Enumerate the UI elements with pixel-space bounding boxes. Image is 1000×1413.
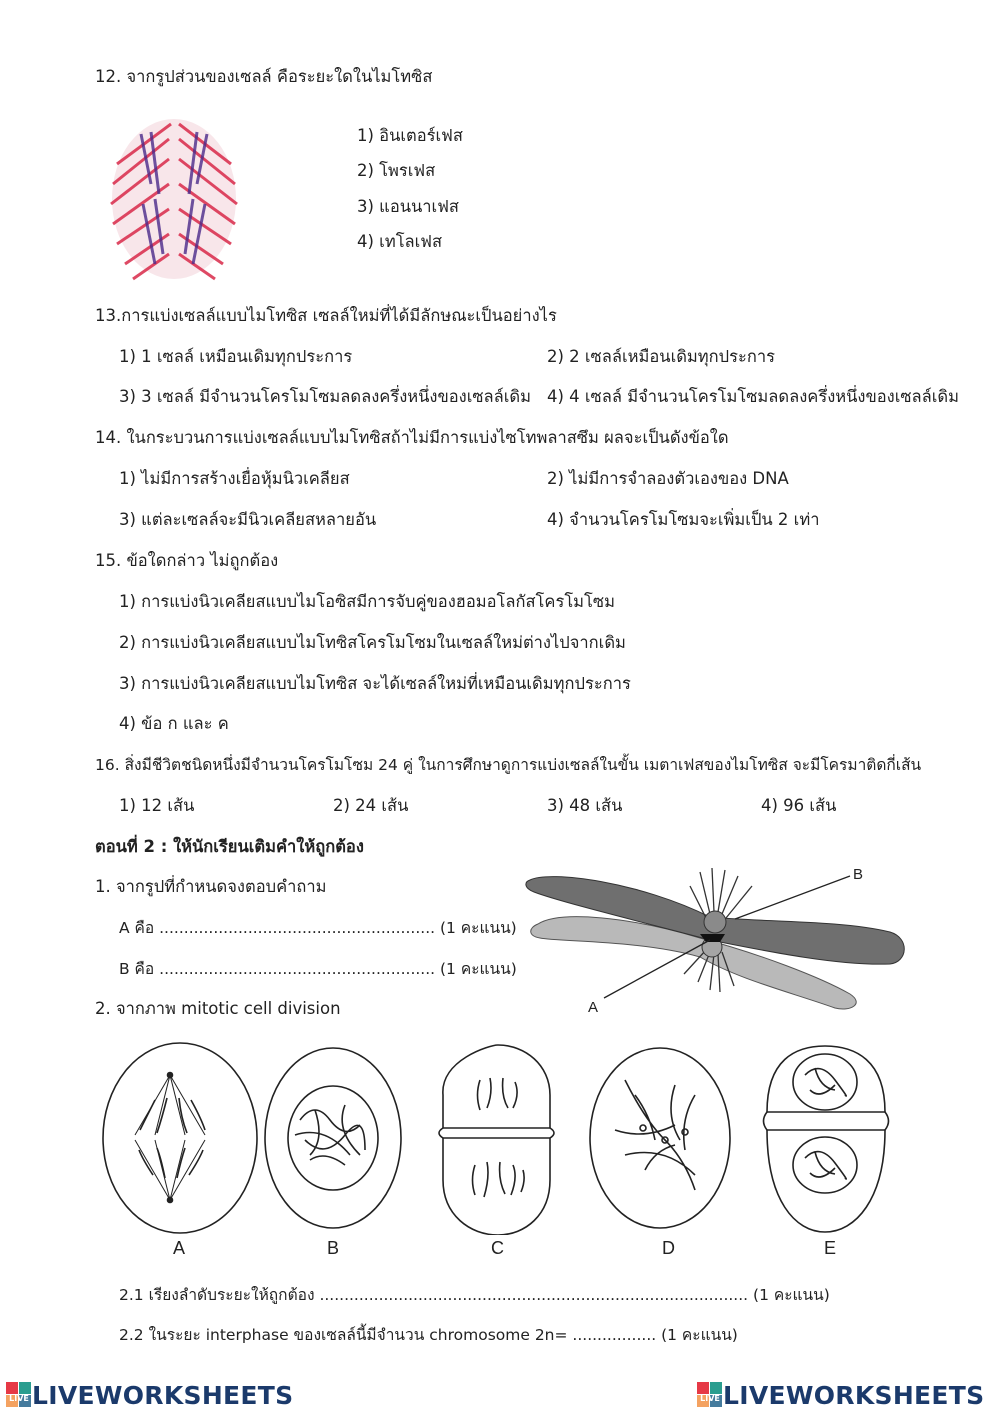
liveworksheets-logo-left bbox=[6, 1381, 293, 1409]
q15-option-2: 2) การแบ่งนิวเคลียสแบบไมโทซิสโครโมโซมในเซลล์ใหม่ต่างไปจากเดิม bbox=[119, 633, 626, 652]
q12-option-4: 4) เทโลเฟส bbox=[357, 232, 443, 251]
chromosome-figure bbox=[520, 862, 910, 1017]
part2-heading: ตอนที่ 2 : ให้นักเรียนเติมคำให้ถูกต้อง bbox=[95, 837, 364, 856]
q12-option-2: 2) โพรเฟส bbox=[357, 161, 436, 180]
anaphase-cell-image bbox=[103, 104, 245, 294]
q13-option-1: 1) 1 เซลล์ เหมือนเดิมทุกประการ bbox=[119, 347, 353, 366]
q15-option-4: 4) ข้อ ก และ ค bbox=[119, 714, 229, 733]
cell-label-b: B bbox=[327, 1238, 340, 1258]
q16-option-4: 4) 96 เส้น bbox=[761, 796, 837, 815]
liveworksheets-badge-icon bbox=[6, 1382, 32, 1408]
q16-question: 16. สิ่งมีชีวิตชนิดหนึ่งมีจำนวนโครโมโซม 24 คู่ ในการศึกษาดูการแบ่งเซลล์ในขั้น เมตาเฟสของไมโทซิส จะมีโครมาติดกี่เส้น bbox=[95, 756, 922, 774]
cell-label-a: A bbox=[173, 1238, 186, 1258]
q12-question: 12. จากรูปส่วนของเซลล์ คือระยะใดในไมโทซิส bbox=[95, 67, 433, 86]
chromosome-label-b: B bbox=[853, 866, 864, 883]
q15-question: 15. ข้อใดกล่าว ไม่ถูกต้อง bbox=[95, 551, 279, 570]
svg-text:LIVE: LIVE bbox=[700, 1394, 720, 1403]
liveworksheets-brand-right: LIVEWORKSHEETS bbox=[723, 1380, 985, 1410]
mitotic-cells-figure bbox=[95, 1040, 905, 1235]
q14-option-4: 4) จำนวนโครโมโซมจะเพิ่มเป็น 2 เท่า bbox=[547, 510, 820, 529]
part2-q2-2: 2.2 ในระยะ interphase ของเซลล์นี้มีจำนวน chromosome 2n= ................. (1 คะแนน) bbox=[119, 1326, 738, 1344]
q16-option-1: 1) 12 เส้น bbox=[119, 796, 195, 815]
q14-question: 14. ในกระบวนการแบ่งเซลล์แบบไมโทซิสถ้าไม่มีการแบ่งไซโทพลาสซึม ผลจะเป็นดังข้อใด bbox=[95, 428, 729, 447]
part2-q1: 1. จากรูปที่กำหนดจงตอบคำถาม bbox=[95, 877, 327, 896]
q13-option-2: 2) 2 เซลล์เหมือนเดิมทุกประการ bbox=[547, 347, 775, 366]
liveworksheets-logo-right bbox=[697, 1381, 984, 1409]
q15-option-3: 3) การแบ่งนิวเคลียสแบบไมโทซิส จะได้เซลล์ใหม่ที่เหมือนเดิมทุกประการ bbox=[119, 674, 631, 693]
chromosome-label-a: A bbox=[588, 999, 599, 1016]
q12-option-1: 1) อินเตอร์เฟส bbox=[357, 126, 463, 145]
cell-label-c: C bbox=[491, 1238, 504, 1258]
q14-option-1: 1) ไม่มีการสร้างเยื่อหุ้มนิวเคลียส bbox=[119, 469, 350, 488]
cell-label-e: E bbox=[824, 1238, 837, 1258]
q15-option-1: 1) การแบ่งนิวเคลียสแบบไมโอซิสมีการจับคู่ของฮอมอโลกัสโครโมโซม bbox=[119, 592, 615, 611]
q14-option-3: 3) แต่ละเซลล์จะมีนิวเคลียสหลายอัน bbox=[119, 510, 377, 529]
part2-q2: 2. จากภาพ mitotic cell division bbox=[95, 999, 341, 1018]
liveworksheets-badge-icon bbox=[697, 1382, 723, 1408]
svg-text:LIVE: LIVE bbox=[9, 1394, 29, 1403]
cell-label-d: D bbox=[662, 1238, 675, 1258]
q16-option-3: 3) 48 เส้น bbox=[547, 796, 623, 815]
q12-option-3: 3) แอนนาเฟส bbox=[357, 197, 459, 216]
q13-question: 13.การแบ่งเซลล์แบบไมโทซิส เซลล์ใหม่ที่ได้มีลักษณะเป็นอย่างไร bbox=[95, 306, 557, 325]
part2-q2-1: 2.1 เรียงลำดับระยะให้ถูกต้อง ....................................................................................... (1 คะแนน) bbox=[119, 1286, 830, 1304]
part2-b-line: B คือ ........................................................ (1 คะแนน) bbox=[119, 960, 517, 978]
liveworksheets-brand-left: LIVEWORKSHEETS bbox=[32, 1380, 294, 1410]
q13-option-3: 3) 3 เซลล์ มีจำนวนโครโมโซมลดลงครึ่งหนึ่งของเซลล์เดิม bbox=[119, 387, 532, 406]
q14-option-2: 2) ไม่มีการจำลองตัวเองของ DNA bbox=[547, 469, 789, 488]
q16-option-2: 2) 24 เส้น bbox=[333, 796, 409, 815]
part2-a-line: A คือ ........................................................ (1 คะแนน) bbox=[119, 919, 517, 937]
q13-option-4: 4) 4 เซลล์ มีจำนวนโครโมโซมลดลงครึ่งหนึ่งของเซลล์เดิม bbox=[547, 387, 960, 406]
